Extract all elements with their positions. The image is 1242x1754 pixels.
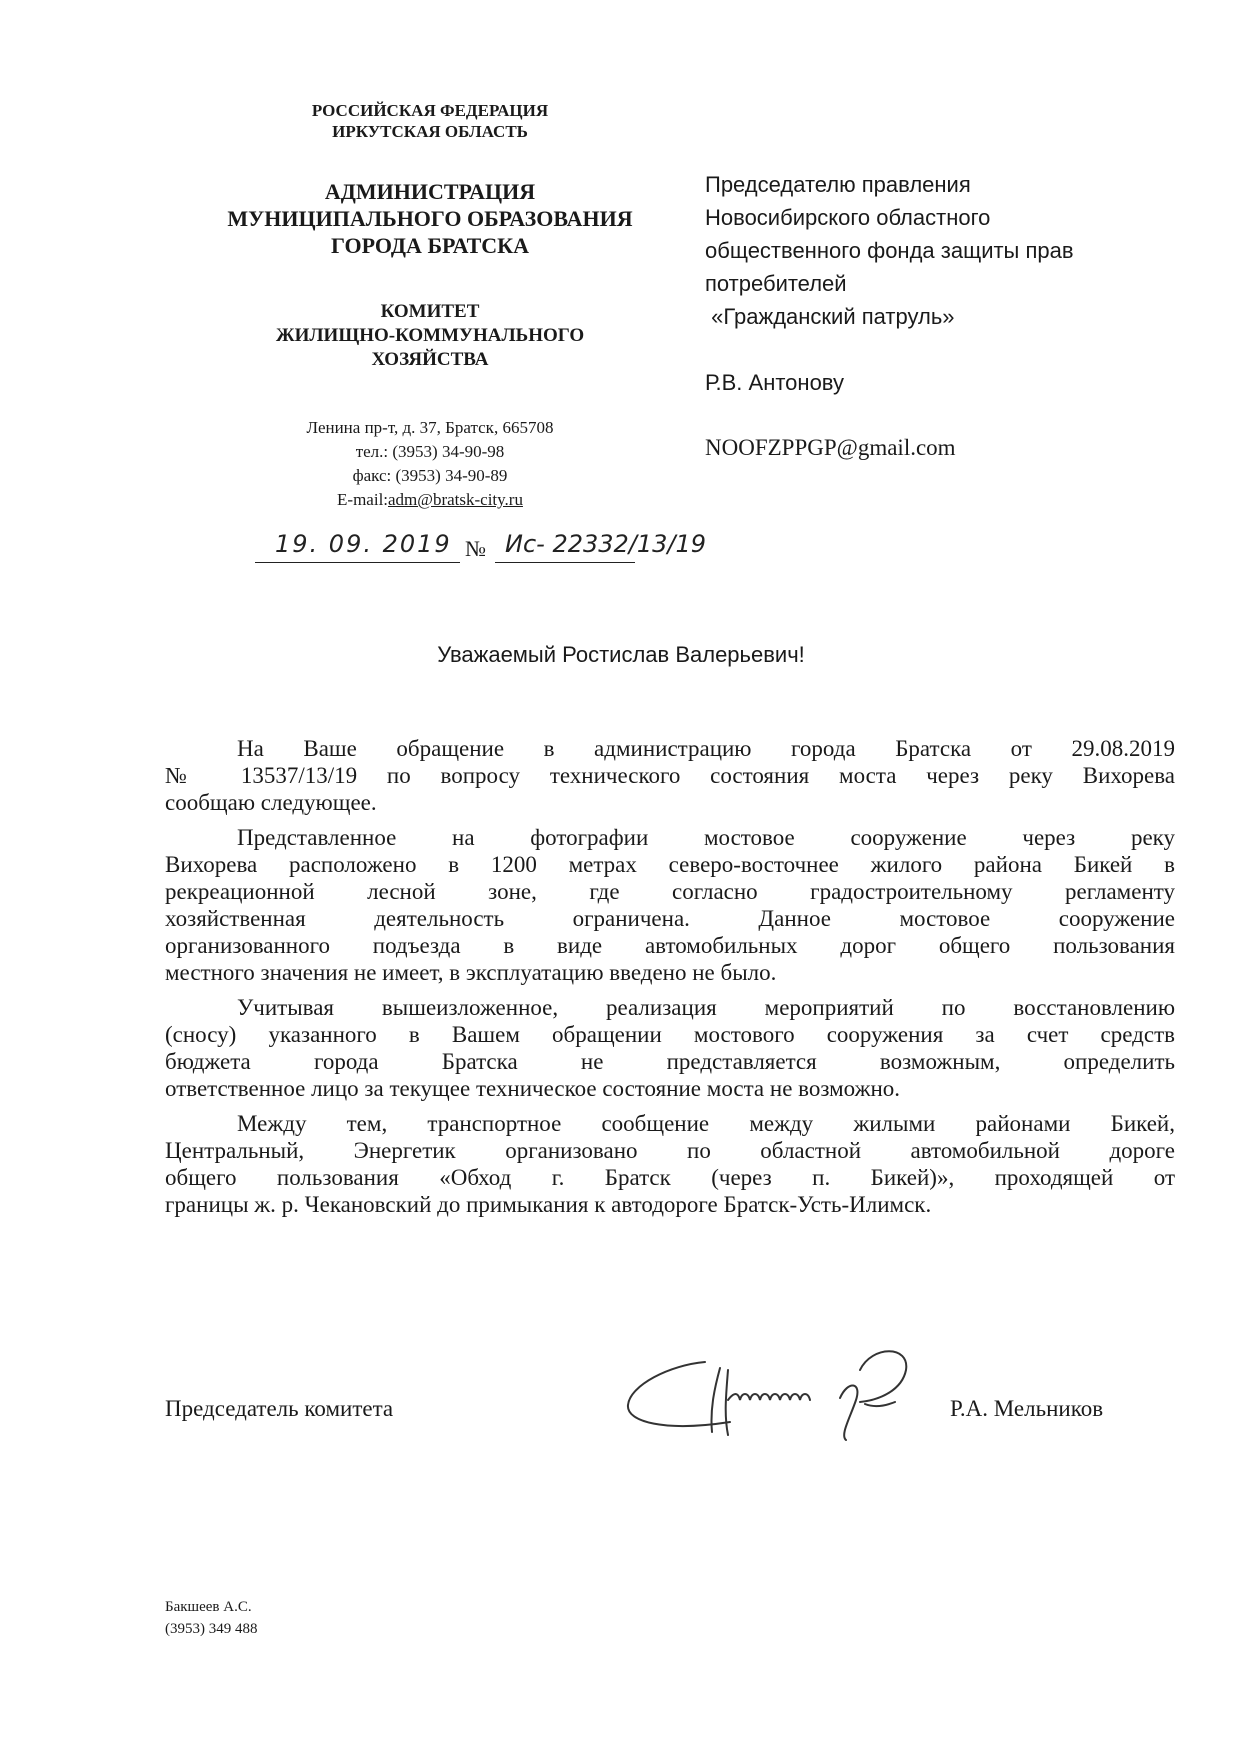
- paragraph-3: [165, 994, 1175, 1102]
- registration-number-sign: №: [465, 536, 486, 561]
- executor-name: Бакшеев А.С.: [165, 1599, 252, 1615]
- p4-line-4: границы ж. р. Чекановский до примыкания к автодороге Братск-Усть-Илимск.: [165, 1192, 932, 1217]
- p4-line-2: Центральный, Энергетик организовано по областной автомобильной дороге: [165, 1138, 1175, 1163]
- registration-date: 19. 09. 2019: [275, 530, 452, 558]
- sender-country: РОССИЙСКАЯ ФЕДЕРАЦИЯ: [311, 101, 549, 120]
- sender-region: ИРКУТСКАЯ ОБЛАСТЬ: [332, 122, 528, 141]
- registration-number-underline: [495, 562, 635, 563]
- sender-fax: факс: (3953) 34-90-89: [352, 466, 508, 485]
- p4-line-3: общего пользования «Обход г. Братск (через п. Бикей)», проходящей от: [165, 1165, 1175, 1190]
- recipient-line-4: потребителей: [705, 271, 847, 296]
- recipient-line-1: Председателю правления: [705, 172, 971, 197]
- p2-line-6: местного значения не имеет, в эксплуатацию введено не было.: [165, 960, 777, 985]
- registration-date-underline: [255, 562, 460, 563]
- handwritten-signature: [610, 1340, 930, 1450]
- p1-line-2: № 13537/13/19 по вопросу технического состояния моста через реку Вихорева: [165, 763, 1175, 788]
- recipient-name: Р.В. Антонову: [705, 370, 845, 395]
- sender-header: [230, 100, 630, 142]
- admin-line-3: ГОРОДА БРАТСКА: [331, 233, 529, 258]
- p3-line-4: ответственное лицо за текущее техническое состояние моста не возможно.: [165, 1076, 901, 1101]
- salutation: Уважаемый Ростислав Валерьевич!: [437, 642, 805, 667]
- p2-line-3: рекреационной лесной зоне, где согласно градостроительному регламенту: [165, 879, 1175, 904]
- executor-phone: (3953) 349 488: [165, 1621, 258, 1637]
- sender-contacts: [220, 416, 640, 512]
- sender-administration: [170, 178, 690, 259]
- p2-line-5: организованного подъезда в виде автомобильных дорог общего пользования: [165, 933, 1175, 958]
- p2-line-2: Вихорева расположено в 1200 метрах северо-восточнее жилого района Бикей в: [165, 852, 1175, 877]
- sender-email-row: [220, 488, 640, 512]
- paragraph-2: [165, 824, 1175, 986]
- signatory-title: Председатель комитета: [165, 1396, 394, 1421]
- paragraph-4: [165, 1110, 1175, 1218]
- signatory-name: Р.А. Мельников: [950, 1396, 1104, 1421]
- sender-email-label: E-mail:: [337, 490, 389, 509]
- committee-line-1: КОМИТЕТ: [380, 301, 480, 322]
- recipient-line-3: общественного фонда защиты прав: [705, 238, 1074, 263]
- committee-line-3: ХОЗЯЙСТВА: [371, 349, 489, 370]
- p3-line-1: Учитывая вышеизложенное, реализация мероприятий по восстановлению: [237, 995, 1175, 1020]
- executor-block: [165, 1596, 258, 1640]
- p4-line-1: Между тем, транспортное сообщение между жилыми районами Бикей,: [237, 1111, 1175, 1136]
- admin-line-2: МУНИЦИПАЛЬНОГО ОБРАЗОВАНИЯ: [227, 206, 633, 231]
- p2-line-4: хозяйственная деятельность ограничена. Данное мостовое сооружение: [165, 906, 1175, 931]
- p1-line-1: На Ваше обращение в администрацию города Братска от 29.08.2019: [237, 736, 1175, 761]
- p1-line-3: сообщаю следующее.: [165, 790, 377, 815]
- p3-line-2: (сносу) указанного в Вашем обращении мостового сооружения за счет средств: [165, 1022, 1175, 1047]
- sender-email-link[interactable]: adm@bratsk-city.ru: [388, 490, 523, 509]
- p2-line-1: Представленное на фотографии мостовое сооружение через реку: [237, 825, 1175, 850]
- letter-body: [165, 735, 1175, 1218]
- registration-row: [255, 530, 745, 566]
- sender-phone: тел.: (3953) 34-90-98: [355, 442, 505, 461]
- committee-line-2: ЖИЛИЩНО-КОММУНАЛЬНОГО: [275, 325, 585, 346]
- recipient-line-5: «Гражданский патруль»: [705, 304, 955, 329]
- recipient-line-2: Новосибирского областного: [705, 205, 991, 230]
- sender-committee: [220, 300, 640, 372]
- recipient-email[interactable]: NOOFZPPGP@gmail.com: [705, 435, 956, 460]
- sender-address: Ленина пр-т, д. 37, Братск, 665708: [306, 418, 554, 437]
- recipient-block: [705, 168, 1185, 333]
- paragraph-1: [165, 735, 1175, 816]
- p3-line-3: бюджета города Братска не представляется возможным, определить: [165, 1049, 1175, 1074]
- admin-line-1: АДМИНИСТРАЦИЯ: [324, 179, 536, 204]
- registration-number: Ис- 22332/13/19: [505, 530, 707, 558]
